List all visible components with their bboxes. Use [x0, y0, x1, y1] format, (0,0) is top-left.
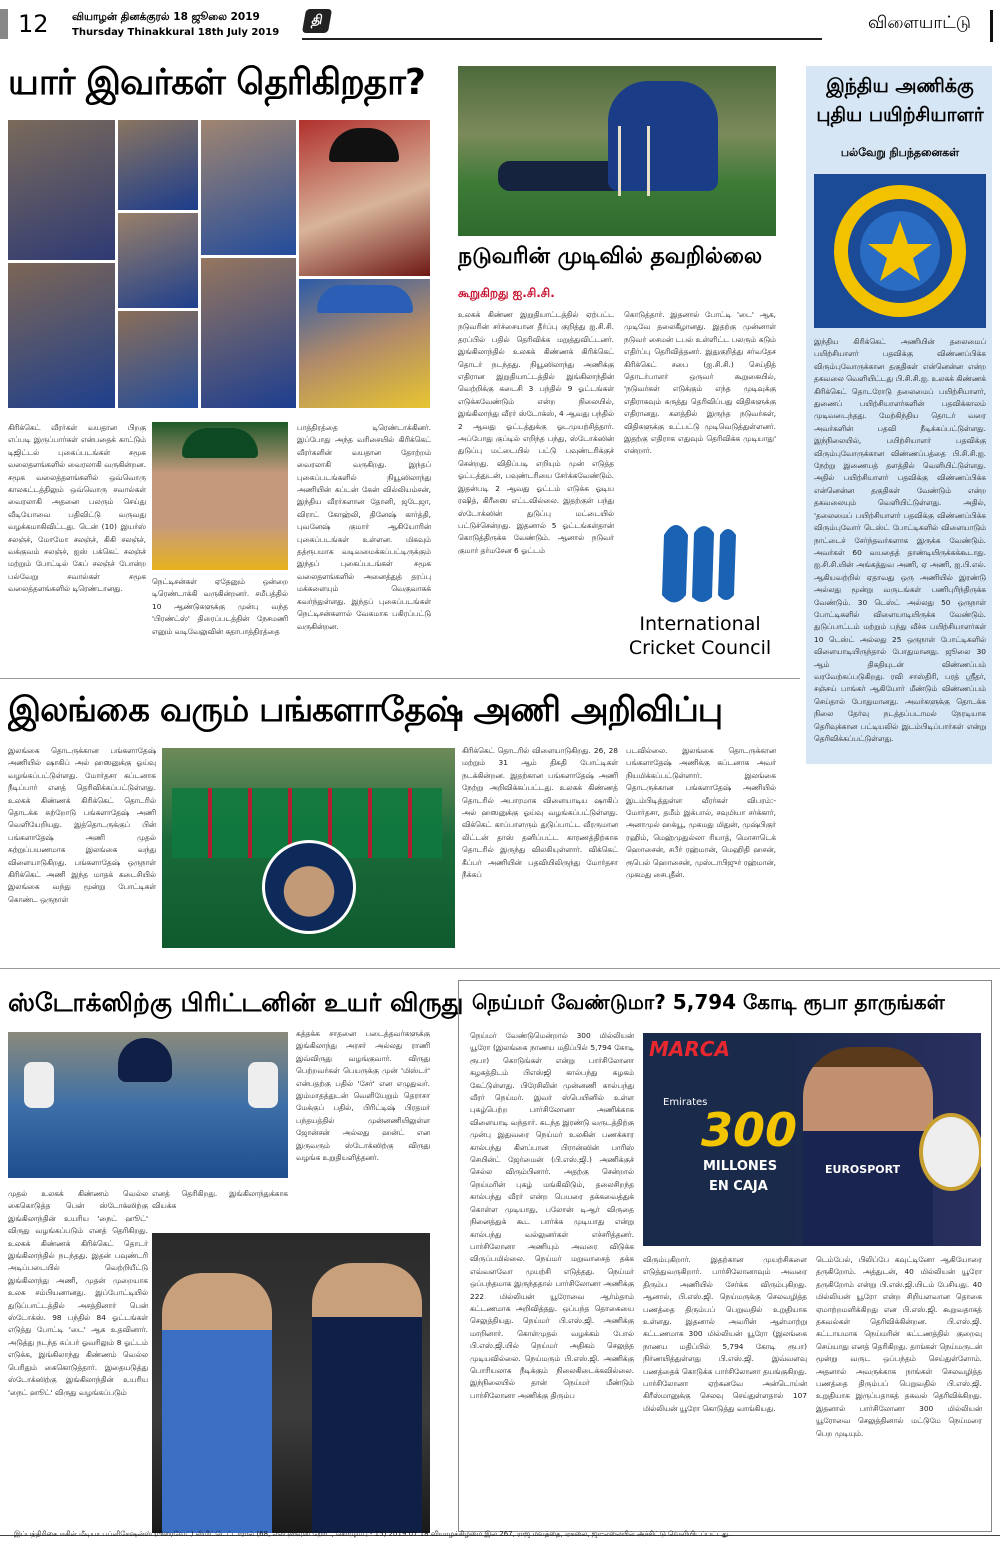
story5-column-c: கத்தக்க சாதனை படைத்தவர்களுக்கு இங்கிலாந்து அரசர் அல்லது ராணி இவ்விருது வழங்குவார். விருது பெற்றவர்கள் பெயருக்கு முன் 'மிஸ்டர்' என்பதற்கு பதில் 'சேர்' என எழுதுவர். இம்மாதத்துடன் வெளியேறும் தெராசா மேக்குப் பதில், பிரிட்டிஷ் பிரதமர் பந்தயத்தில் முன்னணியிலுள்ள ஜோன்சன் அல்லது ஹன்ட் என இருவரும் ஸ்டோக்ஸிற்கு விருது வழங்க உறுதியளித்தனர். [296, 1029, 430, 1163]
jersey-sponsor: Emirates [663, 1097, 708, 1108]
story1-headline: யார் இவர்கள் தெரிகிறதா? [8, 62, 425, 103]
story5-column-a: முதல் உலகக் கிண்ணம் வெல்ல கைகொடுத்த பென் ஸ்டோக்ஸிற்கு இங்கிலாந்தின் உயரிய 'நைட் ஹூட்' விருது வழங்கப்படும் எனத் தெரிகிறது. உலகக் கிண்ணக் கிரிக்கெட் தொடர் இங்கிலாந்தில் நடந்தது. இதன் பவுண்டரி அடிப்படையில் வெற்றியீட்டு இங்கிலாந்து அணி, முதன் முறையாக உலக சம்பியனானது. இப்போட்டியில் துடுப்பாட்டத்தில் அசத்தினார் பென் ஸ்டோக்ஸ். 98 பந்தில் 84 ஓட்டங்கள் எடுத்து போட்டி 'டை' ஆக உதவினார். அடுத்து நடந்த சுப்பர் ஓவரிலும் 8 ஓட்டம் எடுக்க, இங்கிலாந்து கிண்ணம் வெல்ல பெரிதும் கைகொடுத்தார். இதையடுத்து ஸ்டோக்ஸிற்கு இங்கிலாந்தின் உயரிய 'நைட் ஹூட்' விருது வழங்கப்படும் [8, 1189, 148, 1397]
icc-logo-line-1: International [639, 613, 761, 635]
icc-logo-line-2: Cricket Council [628, 637, 772, 659]
story6-column-1: நெய்மர் வேண்டுமென்றால் 300 மில்லியன் யூரோ (இலங்கை நாணய மதிப்பில் 5,794 கோடி ரூபா) கொடுங்கள் என்று பார்சிலோனா கழகத்திடம் பிஎஸ்ஜி கால்பந்து கழகம் கேட்டுள்ளது. பிரேசிலின் முன்னணி கால்பந்து வீரர் நெய்மர். இவர் ஸ்பெயினில் உள்ள புகழ்பெற்ற பார்சிலோனா அணிக்காக விளையாடி வந்தார். கடந்த இரண்டு வருடத்திற்கு முன்பு இதுவரை நெய்மர் உலகின் பணக்கார கால்பந்து கிளப்பான பிரான்ஸின் பாரிஸ் செயின்ட் ஜேர்மைன் (பி.எஸ்.ஜி.) அணிக்குச் செல்ல விரும்பினார். அதற்கு சென்றால் நெய்மரின் புகழ் மங்கிவிடும், தலைசிறந்த கால்பந்து வீரர் என்ற பெயரை தக்கவைத்துக் கொள்ள முடியாது, பலோன் டிஆர் விருதை நினைத்துக் கூட பார்க்க முடியாது என்று கால்பந்து வல்லுனர்கள் எச்சரித்தனர். பார்சிலோனா அணியும் அவரை விடுக்க விருப்பமில்லை. நெய்மர் மறுவாசைத் தக்க எவ்வளவோ முயற்சி எடுத்தது. நெய்மர் ஒப்பந்தமாக இருந்ததால் பார்சிலோனா அணிக்கு 222 மில்லியன் யூரோவை ஆர்ம்தாம் கட்டணமாக அறிவித்தது. ஒப்பந்த தொகையை செலுத்தியது. நெய்மர் பி.எஸ்.ஜி. அணிக்கு மாறினார். கொள்முதல் வழக்கம் போல் பி.எஸ்.ஜி.யில் நெய்மர் அதிகம் செலுத்த முடியவில்லை. நெய்மரும் பி.எஸ்.ஜி. அணிக்கு பொரியலாக நீடிக்கும் நிலைகிடைக்கவில்லை. இந்நிலையில் தான் நெய்மர் மீண்டும் பார்சிலோனா அணிக்கு திரும்ப [470, 1031, 634, 1400]
story1-column-3: பாத்திரத்தை டிரெண்டாக்கினர். இப்போது அந்த வரிசையில் கிரிக்கெட் வீரர்களின் வயதான தோற்றம் வைரலாகி வருகிறது. இந்தப் புகைப்படங்களில் நியூஸிலாந்து அணியின் கப்டன் கேன் வில்லியம்சன், இந்திய வீரர்களான தோனி, ஜடேஜா, விராட் கோஹ்லி, தினேஷ் கார்த்தி, புவனேஷ் குமார் ஆகியோரின் புகைப்படங்கள் உள்ளன. மிகவும் தத்ரூபமாக வடிவமைக்கப்பட்டிருக்கும் இந்தப் புகைப்படங்கள் சமூக வலைதளங்களில் அனைத்துத் தரப்பு மக்களையும் வெகுவாகக் கவர்ந்துள்ளது. இந்தப் புகைப்படங்கள் நெட்டிசன்களால் வேகமாக பகிரப்பட்டு வருகின்றன. [297, 423, 431, 631]
glove-left-icon [24, 1062, 54, 1108]
icc-logo [624, 515, 776, 665]
footer-text: இப்பத்திரிகை ஈகிள் மீடியா பப்ளிகேஷன்ஸ் (பிரைவேட்) லிமிட்டெட்டாரால் (68, எலி ஹவுஸ் றோட், கொழும்பு - 15) 2019.07.18 வியாழக்கிழமை இல.267, ராஜ மவத்தை, ஏகலை, ஜா-எலையில் அச்சிட்டு வெளியிடப்பட்டது. [14, 1530, 731, 1538]
icc-stripes-icon [624, 515, 776, 610]
player-photo-green-cap [152, 422, 288, 570]
magazine-line-1: MILLONES [703, 1159, 778, 1174]
story4-column-2: கிரிக்கெட் தொடரில் விளையாடுகிறது. 26, 28 மற்றும் 31 ஆம் திகதி போட்டிகள் நடக்கின்றன. இதற்கான பங்களாதேஷ் அணி நேற்று அறிவிக்கப்பட்டது. உலகக் கிண்ணத் தொடரில் அபாரமாக விளையாடிய ஷாகிப் அல் ஹஸனுக்கு ஓய்வு வழங்கப்பட்டுள்ளது. விக்கெட் காப்பாளரும் துடுப்பாட்ட வீரருமான லிட்டன் தாஸ் தனிப்பட்ட காரணத்திற்காக தொடரில் இருந்து விலகியுள்ளார். விக்கெட் கீப்பர் அணியின் பதவியிலிருந்து மோர்தசா நீக்கப் [462, 746, 618, 880]
divider-2 [0, 968, 1000, 969]
stumps-icon [618, 126, 650, 196]
neymar-photo [643, 1033, 981, 1246]
story4-column-3: படவில்லை. இலங்கை தொடருக்கான பங்களாதேஷ் அணிக்கு கப்டனாக அவர் நியமிக்கப்பட்டுள்ளார். இலங்கை தொடருக்கான பங்களாதேஷ் அணியில் இடம்பிடித்துள்ள வீரர்கள் விபரம்:- மோர்தசா, தமீம் இக்பால், சவுமியா சர்க்கார், அனாமுல் ஹக்யூ, முகமது மிதுன், முஷ்பிகுர் ரஹிம், மெஹ்முதுல்லா ரியாத், மொசாடெக் ஹொசைன், சபீர் ரஹ்மான், மெஹிதி ஹசன், ரூபெல் ஹொசைன், முஸ்டாபிஜுர் ரஹ்மான், முகமது சைபுதீன். [626, 746, 776, 880]
aged-player-photo-6 [118, 311, 198, 408]
neymar-figure [803, 1047, 933, 1246]
header-bar [0, 9, 8, 39]
story5-headline: ஸ்டோக்ஸிற்கு பிரிட்டனின் உயர் விருது [8, 988, 464, 1017]
story5-column-b: எனத் தெரிகிறது. இங்கிலாந்துக்காக வியக்க [152, 1189, 288, 1211]
bcci-crest [814, 174, 986, 328]
header-logo [302, 9, 332, 33]
header-rule [302, 38, 822, 40]
magazine-line-2: EN CAJA [709, 1179, 768, 1194]
helmet-icon [118, 1038, 172, 1082]
prime-minister-figure [162, 1273, 272, 1533]
sidebar-india-coach [806, 66, 992, 764]
header-date-english: Thursday Thinakkural 18th July 2019 [72, 27, 280, 38]
real-madrid-crest-icon [919, 1113, 981, 1191]
jersey-text: EUROSPORT [825, 1163, 901, 1176]
header-logo-text: தி [310, 13, 324, 28]
story2-subhead: கூறுகிறது ஐ.சி.சி. [458, 286, 555, 300]
section-title: விளையாட்டு [868, 13, 971, 33]
story6-column-3: டெம்பேல், பிலிப்பே கவுட்டினோ ஆகியோரை தருகிறோம். அத்துடன், 40 மில்லியன் யூரோ தருகிறோம் என்று பி.எஸ்.ஜி.யிடம் பேசியது. 40 மில்லியன் யூரோ என்ற சிறியளவான தொகை ஏமாற்றமளிக்கிறது என பி.எஸ்.ஜி. கூறுவதாகத் தகவல்கள் தெரிவிக்கின்றன. பி.எஸ்.ஜி. கட்டாயமாக நெய்மரின் கட்டணத்தில் குறைவு செய்யாது எனத் தெரிகிறது. தாங்கள் நெய்மருடன் மூன்று வருட ஒப்பந்தம் செய்துள்ளோம். அதனால் அவருக்காக நாங்கள் செலவழித்த பணத்தை திரும்பப் பெறுவதில் பி.எஸ்.ஜி. உறுதியாக இருப்பதாகத் தகவல் தெரிவிக்கிறது. இதனால் பார்சிலோனா 300 மில்லியன் யூரோவை செலுத்தினால் மட்டுமே நெய்மரை பெற முடியும். [816, 1255, 982, 1438]
story3-body: இந்திய கிரிக்கெட் அணியின் தலைமைப் பயிற்சியாளர் பதவிக்கு விண்ணப்பிக்க விரும்புவோருக்கான தகுதிகள் என்னென்ன என்ற தகவலை வெளியிட்டது பி.சி.சி.ஐ. உலகக் கிண்ணக் கிரிக்கெட் தொடரோடு தலைமைப் பயிற்சியாளர், துணைப் பயிற்சியாளர்களின் பதவிக்காலம் முடிவடைந்தது. மேற்கிந்திய தொடர் வரை அவர்களின் பதவி நீடிக்கப்பட்டுள்ளது. இந்நிலையில், பயிற்சியாளர் பதவிக்கு விரும்புவோருக்கான விண்ணப்பத்தை பி.சி.சி.ஐ. நேற்று இணையத் தளத்தில் வெளியிட்டுள்ளது. அதில் பயிற்சியாளர் பதவிக்கு விண்ணப்பிக்க என்னென்ன தகுதிகள் வேண்டும் என்ற தகவலையும் வெளியிட்டுள்ளது. அதில், 'தலைமைப் பயிற்சியாளர் பதவிக்கு விண்ணப்பிக்க விரும்புவோர் டெஸ்ட் போட்டிகளில் விளையாடும் நாட்டைச் சேர்ந்தவர்களாக இருக்க வேண்டும். அவர்கள் 60 வயதைத் தாண்டியிருக்கக்கூடாது. ஐ.சி.சி.யின் அங்கத்துவ அணி, ஏ அணி, ஐ.பி.எல். ஆகியவற்றில் ஏதாவது ஒரு அணியில் இரண்டு அல்லது மூன்று வருடங்கள் பணிபுரிந்திருக்க வேண்டும். 30 டெஸ்ட் அல்லது 50 ஒருநாள் போட்டிகளில் விளையாடியிருக்க வேண்டும். துடுப்பாட்டம் மற்றும் பந்து வீச்சு பயிற்சியாளர்கள் 10 டெஸ்ட் அல்லது 25 ஒருநாள் போட்டிகளில் விளையாடியிருந்தால் போதுமானது. ஜூலை 30 ஆம் திகதியுடன் விண்ணப்பம் வரவேற்கப்படுகிறது. ரவி சாஸ்திரி, பரத் ஸ்ரீதர், சஞ்சய் பாங்கர் ஆகியோர் மீண்டும் விண்ணப்பம் செய்தால் போதுமானது. அவர்களுக்கு தொடக்க நிலை தேர்வு நடத்தப்படாமல் நேரடியாக தெரிவுக்கான பட்டியலில் இடம்பிடிப்பார்கள் என்று தெரிவிக்கப்பட்டுள்ளது. [814, 337, 986, 743]
header-date-tamil: வியாழன் தினக்குரல் 18 ஜூலை 2019 [72, 11, 260, 23]
page-header [0, 0, 1000, 46]
aged-player-photo-5 [8, 263, 115, 408]
story3-headline: இந்திய அணிக்கு புதிய பயிற்சியாளர் [816, 75, 984, 126]
aged-player-photo-4 [118, 213, 198, 308]
captain-inset-photo [262, 840, 356, 934]
aged-player-photo-8 [299, 120, 430, 276]
story1-column-1: கிரிக்கெட் வீரர்கள் வயதான பிறகு எப்படி இருப்பார்கள் என்பதைக் காட்டும் டிஜிட்டல் புகைப்படங்கள் சமூக வலைதளங்களில் வைரலாகி வருகின்றன. சமூக வலைத்தளங்களில் ஒவ்வொரு காலகட்டத்திலும் ஒவ்வொரு சவால்கள் வைரலாகி அதனை பலரும் செய்து வீடியோவை பதிவிட்டு வருவது வழக்கமாகிவிட்டது. டென் (10) இயர்ஸ் சலஞ்ச், மோமோ சலஞ்ச், கிகி சலஞ்ச், வக்குவம் சலஞ்ச், ஐஸ் பக்கெட் சலஞ்ச் மற்றும் போட்டில் கேப் சலஞ்ச் போன்ற பல்வேறு சவால்கள் சமூக வலைத்தளங்களில் டிரெண்டானது. [8, 423, 146, 594]
aged-player-photo-9 [299, 279, 430, 408]
story4-headline: இலங்கை வரும் பங்களாதேஷ் அணி அறிவிப்பு [8, 690, 723, 730]
story6-column-2: விரும்புகிறார். இதற்கான முயற்சிகளை எடுத்துவருகிறார். பார்சிலோனாவும் அவரை திரும்ப அணியில் சேர்க்க விரும்புகிறது. ஆனால், பி.எஸ்.ஜி. நெய்மருக்கு செலவழித்த பணத்தை திரும்பப் பெறுவதில் உறுதியாக உள்ளது. இதனால் அவரின் ஆள்மாற்று கட்டணமாக 300 மில்லியன் யூரோ (இலங்கை நாணய மதிப்பில் 5,794 கோடி ரூபா) நிர்ணயித்துள்ளது பி.எஸ்.ஜி. இவ்வளவு பணத்தைக் கொடுக்க பார்சிலோனா தயங்குகிறது. பார்சிலோனா ஏற்கனவே அன்டொய்ன் கிரீஸ்மானுக்கு செலவு செய்துள்ளதால் 107 மில்லியன் யூரோ கொடுத்து வாங்கியது. [643, 1255, 807, 1413]
divider-1 [0, 678, 800, 679]
story2-headline: நடுவரின் முடிவில் தவறில்லை [458, 244, 763, 269]
stokes-prime-minister-photo [152, 1233, 430, 1533]
aged-player-photo-3 [201, 120, 296, 255]
stokes-celebration-photo [8, 1032, 288, 1178]
magazine-big-number: 300 [701, 1103, 798, 1157]
stokes-figure [312, 1263, 422, 1533]
black-cap-icon [329, 128, 399, 162]
story2-column-2: கொடுத்தார். இதனால் போட்டி 'டை' ஆக, முடிவே தலைகீழானது. இதற்கு முன்னாள் நடுவர் சைமன் டபல் உள்ளிட்ட பலரும் கடும் எதிர்ப்பு தெரிவித்தனர். இதுகுறித்து சர்வதேச கிரிக்கெட் சபை (ஐ.சி.சி.) செய்தித் தொடர்பாளர் ஒருவர் கூறுகையில், 'நடுவர்கள் எடுக்கும் எந்த முடிவுக்கு எதிராகவும் கருத்து தெரிவிப்பது விதிகளுக்கு எதிரானது. களத்தில் இருந்த நடுவர்கள், விதிகளுக்கு உட்பட்டு முடிவெடுத்துள்ளனர். இதற்கு எதிராக எதுவும் தெரிவிக்க முடியாது' என்றார். [624, 310, 776, 456]
story4-column-1: இலங்கை தொடருக்கான பங்களாதேஷ் அணியில் ஷாகிப் அல் ஹஸனுக்கு ஓய்வு வழங்கப்பட்டுள்ளது. மோர்தசா கப்டனாக நீடிப்பார் எனத் தெரிவிக்கப்பட்டுள்ளது. உலகக் கிண்ணக் கிரிக்கெட் தொடரில் தொடக்க சுற்றோடு பங்களாதேஷ் அணி வெளியேறியது. இத்தொடருக்குப் பின் பங்களாதேஷ் அணி முதல் சுற்றுப்பயணமாக இலங்கை வந்து விளையாடுகிறது. பங்களாதேஷ் ஒருநாள் கிரிக்கெட் அணி இந்த மாதக் கடைசியில் இலங்கை வந்து மூன்று போட்டிகள் கொண்ட ஒருநாள் [8, 746, 156, 904]
green-cap-icon [182, 428, 258, 458]
world-cup-final-photo [458, 66, 776, 236]
glove-right-icon [248, 1062, 278, 1108]
aged-player-photo-2 [118, 120, 198, 210]
aged-player-photo-7 [201, 258, 296, 408]
story3-subhead: பல்வேறு நிபந்தனைகள் [840, 146, 960, 159]
page-number: 12 [18, 10, 49, 38]
bangladesh-team-photo [162, 748, 455, 948]
story6-headline: நெய்மர் வேண்டுமா? 5,794 கோடி ரூபா தாருங்கள் [472, 990, 945, 1014]
blue-hat-icon [317, 285, 413, 313]
bcci-star-icon [814, 174, 986, 328]
section-rule [990, 10, 993, 42]
story2-column-1: உலகக் கிண்ண இறுதியாட்டத்தில் ஏற்பட்ட நடுவரின் சர்ச்சையான தீர்ப்பு குறித்து ஐ.சி.சி. தரப்பில் பதில் தெரிவிக்க மறுத்துவிட்டனர். இங்கிலாந்தில் உலகக் கிண்ணக் கிரிக்கெட் தொடர் நடந்தது. நியூஸிலாந்து அணிக்கு எதிரான இறுதியாட்டத்தில் இங்கிலாந்தின் வெற்றிக்கு கடைசி 3 பந்தில் 9 ஓட்டங்கள் எடுக்கவேண்டும் என்ற நிலையில், இங்கிலாந்து வீரர் ஸ்டோக்ஸ், 4 ஆவது பந்தில் 2 ஆவது ஓட்டத்துக்கு ஓடமுயற்சித்தார். அப்போது குப்டில் எறிந்த பந்து, ஸ்டோக்ஸின் துடுப்பு மட்டையில் பட்டு பவுண்டரிக்குச் சென்றது. விதிப்படி எறியும் முன் எடுத்த ஓட்டத்துடன், பவுண்டரியை சேர்க்கவேண்டும். இதன்படி 2 ஆவது ஓட்டம் எடுக்க ஓடிய ரஷித், கிரீஸை எட்டவில்லை. இதற்குள் பந்து ஸ்டோக்ஸின் துடுப்பு மட்டையில் பட்டுச்சென்றது. இதனால் 5 ஓட்டங்கள்தான் கொடுத்திருக்க வேண்டும். ஆனால் நடுவர் குமார் தர்மசேன 6 ஓட்டம் [458, 310, 614, 555]
story1-column-2: நெட்டிசன்கள் ஏதேனும் ஒன்றை டிரெண்டாக்கி வருகின்றனர். சமீபத்தில் 10 ஆண்டுகளுக்கு முன்பு வந்த 'பிரண்ட்ஸ்' திரைப்படத்தின் நேசமணி எனும் வடிவேலுவின் கதாபாத்திரத்தை [152, 577, 288, 636]
aged-player-photo-1 [8, 120, 115, 260]
magazine-masthead: MARCA [649, 1037, 730, 1061]
